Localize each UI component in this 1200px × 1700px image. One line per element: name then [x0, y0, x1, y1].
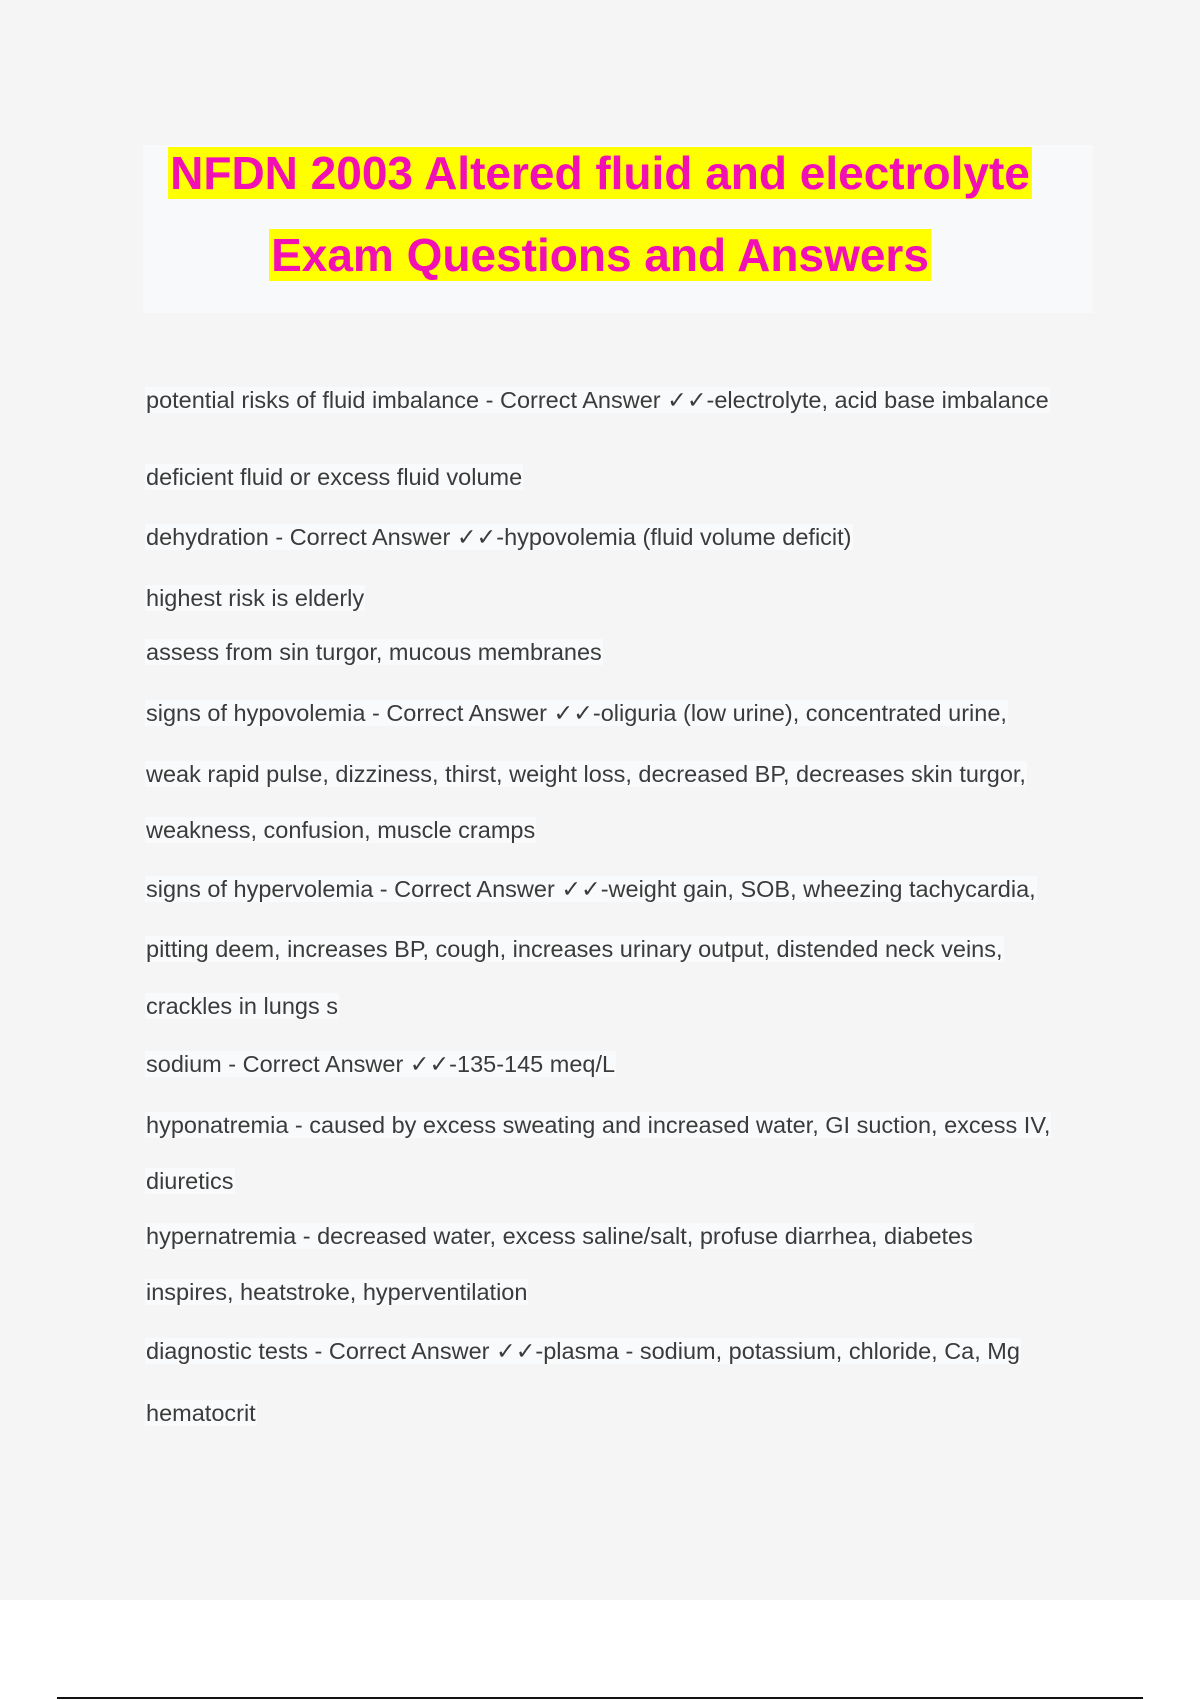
body-line: crackles in lungs s	[146, 993, 338, 1019]
title-line-2	[0, 226, 1200, 284]
body-line: deficient fluid or excess fluid volume	[146, 464, 523, 490]
title-wrapper	[0, 0, 1200, 320]
body-line: diuretics	[146, 1168, 234, 1194]
body-line: dehydration - Correct Answer ✓✓-hypovolemia (fluid volume deficit)	[146, 524, 852, 550]
title-text-1: NFDN 2003 Altered fluid and electrolyte	[170, 147, 1030, 199]
body-line: potential risks of fluid imbalance - Correct Answer ✓✓-electrolyte, acid base imbalance	[146, 387, 1049, 413]
body-line: weak rapid pulse, dizziness, thirst, weight loss, decreased BP, decreases skin turgor,	[146, 761, 1026, 787]
body-line: hematocrit	[146, 1400, 256, 1426]
title-text-2: Exam Questions and Answers	[271, 229, 929, 281]
body-line: assess from sin turgor, mucous membranes	[146, 639, 602, 665]
body-line: pitting deem, increases BP, cough, increases urinary output, distended neck veins,	[146, 936, 1003, 962]
body-line: hypernatremia - decreased water, excess saline/salt, profuse diarrhea, diabetes	[146, 1223, 973, 1249]
body-line: sodium - Correct Answer ✓✓-135-145 meq/L	[146, 1051, 616, 1077]
body-line: weakness, confusion, muscle cramps	[146, 817, 536, 843]
body-line: diagnostic tests - Correct Answer ✓✓-plasma - sodium, potassium, chloride, Ca, Mg	[146, 1338, 1020, 1364]
body-line: inspires, heatstroke, hyperventilation	[146, 1279, 528, 1305]
title-line-1	[0, 144, 1200, 202]
body-line: highest risk is elderly	[146, 585, 365, 611]
body-line: signs of hypervolemia - Correct Answer ✓✓-weight gain, SOB, wheezing tachycardia,	[146, 876, 1036, 902]
body-line: signs of hypovolemia - Correct Answer ✓✓-oliguria (low urine), concentrated urine,	[146, 700, 1007, 726]
footer-rule	[57, 1697, 1143, 1699]
body-line: hyponatremia - caused by excess sweating and increased water, GI suction, excess IV,	[146, 1112, 1051, 1138]
